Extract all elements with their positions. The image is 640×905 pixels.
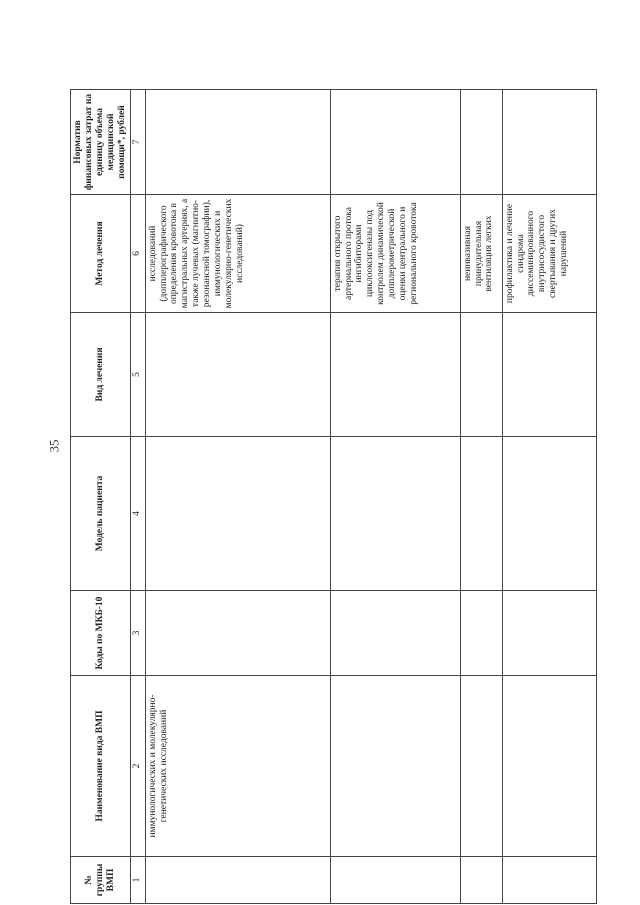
table-rotated-wrapper: [70, 90, 597, 904]
cell-group-number: [145, 857, 330, 904]
cell-group-number: [330, 857, 460, 904]
cell-cost-standard: [460, 90, 502, 195]
header-group-number: № группы ВМП: [71, 857, 131, 904]
cell-treatment-type: [460, 313, 502, 437]
cell-group-number: [502, 857, 596, 904]
cell-cost-standard: [330, 90, 460, 195]
vmp-table: [70, 89, 597, 904]
cell-treatment-method: исследований (допплерографического определения кровотока в магистральных артериях, а также лучевых (магнитно-резонансной томографии), иммунологических и молекулярно-генетических исследований): [145, 195, 330, 313]
cell-icd-codes: [460, 591, 502, 676]
cell-vmp-name: [502, 676, 596, 857]
column-number: 6: [130, 195, 145, 313]
cell-patient-model: [330, 437, 460, 591]
cell-patient-model: [502, 437, 596, 591]
column-number: 5: [130, 313, 145, 437]
cell-icd-codes: [502, 591, 596, 676]
cell-treatment-type: [502, 313, 596, 437]
column-number: 2: [130, 676, 145, 857]
column-number: 1: [130, 857, 145, 904]
table-row: [502, 90, 596, 904]
cell-patient-model: [145, 437, 330, 591]
cell-cost-standard: [502, 90, 596, 195]
table-row: [460, 90, 502, 904]
header-vmp-name: Наименование вида ВМП: [71, 676, 131, 857]
column-number-row: [130, 90, 145, 904]
cell-icd-codes: [145, 591, 330, 676]
cell-icd-codes: [330, 591, 460, 676]
cell-patient-model: [460, 437, 502, 591]
header-row: [71, 90, 131, 904]
cell-treatment-type: [330, 313, 460, 437]
header-patient-model: Модель пациента: [71, 437, 131, 591]
cell-treatment-type: [145, 313, 330, 437]
header-icd-codes: Коды по МКБ-10: [71, 591, 131, 676]
cell-vmp-name: иммунологических и молекулярно-генетических исследований: [145, 676, 330, 857]
column-number: 4: [130, 437, 145, 591]
cell-vmp-name: [460, 676, 502, 857]
cell-cost-standard: [145, 90, 330, 195]
cell-treatment-method: профилактика и лечение синдрома диссеминированного внутрисосудистого свертывания и других нарушений: [502, 195, 596, 313]
header-treatment-method: Метод лечения: [71, 195, 131, 313]
cell-treatment-method: неинвазивная принудительная вентиляция легких: [460, 195, 502, 313]
cell-treatment-method: терапия открытого артериального протока ингибиторами циклооксигеназы под контролем динамической допплерометрической оценки центрального и регионального кровотока: [330, 195, 460, 313]
page-number: 35: [46, 439, 62, 453]
cell-group-number: [460, 857, 502, 904]
header-cost-standard: Норматив финансовых затрат на единицу объема медицинской помощи*, рублей: [71, 90, 131, 195]
column-number: 3: [130, 591, 145, 676]
table-row: [145, 90, 330, 904]
table-row: [330, 90, 460, 904]
header-treatment-type: Вид лечения: [71, 313, 131, 437]
column-number: 7: [130, 90, 145, 195]
cell-vmp-name: [330, 676, 460, 857]
